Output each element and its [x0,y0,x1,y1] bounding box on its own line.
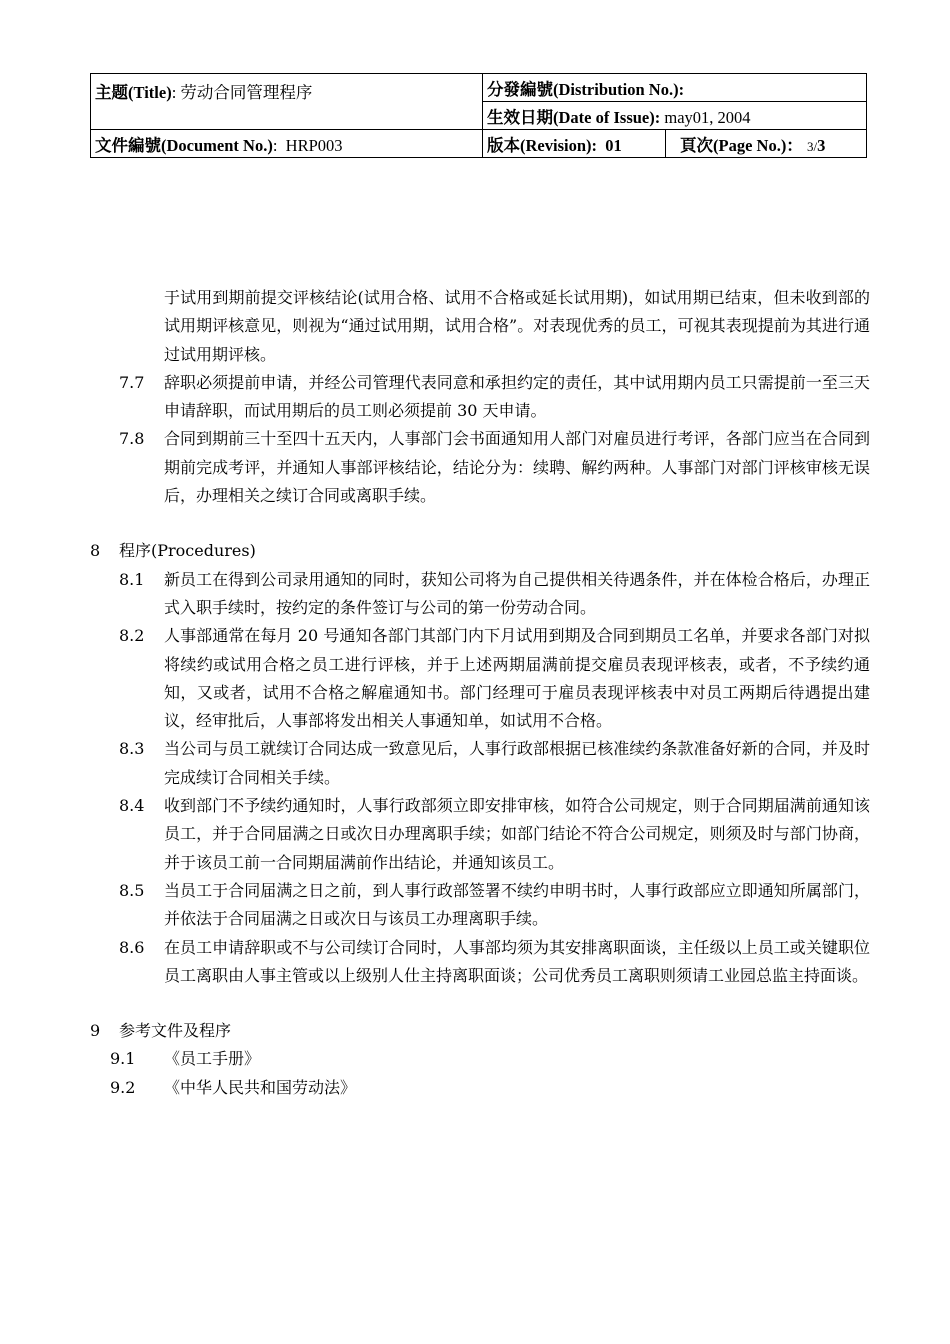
clause-text: 辞职必须提前申请，并经公司管理代表同意和承担约定的责任，其中试用期内员工只需提前一至三天申请辞职，而试用期后的员工则必须提前 30 天申请。 [164,372,870,421]
clause-7-8 [90,425,870,510]
reference-9-1 [90,1045,870,1073]
date-label: 生效日期(Date of Issue): [487,107,661,127]
clause-number: 8.1 [119,569,145,589]
clause-7-7 [90,369,870,426]
document-no-label: 文件編號(Document No.) [95,135,273,155]
clause-text: 人事部通常在每月 20 号通知各部门其部门内下月试用到期及合同到期员工名单，并要求各部门对拟将续约或试用合格之员工进行评核，并于上述两期届满前提交雇员表现评核表，或者，不予续约通知，又或者，试用不合格之解雇通知书。部门经理可于雇员表现评核表中对员工两期后待遇提出建议，经审批后，人事部将发出相关人事通知单，如试用不合格。 [164,626,870,731]
clause-text: 当公司与员工就续订合同达成一致意见后，人事行政部根据已核准续约条款准备好新的合同，并及时完成续订合同相关手续。 [164,739,870,787]
clause-number: 8.3 [119,739,145,759]
revision-label: 版本(Revision): [487,135,597,155]
document-no-value: HRP003 [285,135,343,155]
clause-text: 当员工于合同届满之日之前，到人事行政部签署不续约申明书时，人事行政部应立即通知所属部门，并依法于合同届满之日或次日与该员工办理离职手续。 [164,880,870,929]
section-title: 程序(Procedures) [119,541,256,561]
clause-number: 7.8 [119,429,145,449]
clause-8-2 [90,622,870,735]
clause-number: 8.6 [119,937,145,957]
clause-number: 8.5 [119,880,145,900]
distribution-cell [483,74,867,102]
revision-cell [483,130,666,158]
section-number: 8 [90,541,101,561]
reference-title: 《中华人民共和国劳动法》 [164,1077,357,1097]
page-current: 3/ [806,138,818,154]
title-cell: 主题(Title): 劳动合同管理程序 [91,74,483,130]
revision-value: 01 [605,135,622,155]
reference-title: 《员工手册》 [164,1049,261,1069]
document-header-table [90,73,867,158]
page-no-cell [666,130,867,158]
document-no-cell: 文件編號(Document No.): HRP003 [91,130,483,158]
reference-9-2 [90,1074,870,1102]
clause-8-6 [90,934,870,991]
section-title: 参考文件及程序 [119,1021,232,1041]
clause-text: 在员工申请辞职或不与公司续订合同时，人事部均须为其安排离职面谈，主任级以上员工或关键职位员工离职由人事主管或以上级别人仕主持离职面谈；公司优秀员工离职则须请工业园总监主持面谈。 [164,937,870,985]
document-body [90,284,870,1102]
clause-number: 8.2 [119,626,145,646]
clause-number: 7.7 [119,372,145,392]
clause-8-4 [90,792,870,877]
section-number: 9 [90,1021,101,1041]
clause-8-1 [90,566,870,623]
continuation-paragraph: 于试用到期前提交评核结论(试用合格、试用不合格或延长试用期)，如试用期已结束，但未收到部的试用期评核意见，则视为“通过试用期，试用合格”。对表现优秀的员工，可视其表现提前为其进行通过试用期评核。 [164,288,870,364]
page-no-label: 頁次(Page No.)： [680,135,803,155]
title-value: 劳动合同管理程序 [180,83,313,102]
page-total: 3 [817,135,826,155]
clause-text: 新员工在得到公司录用通知的同时，获知公司将为自己提供相关待遇条件，并在体检合格后，办理正式入职手续时，按约定的条件签订与公司的第一份劳动合同。 [164,569,870,617]
date-cell [483,102,867,130]
reference-number: 9.2 [110,1077,136,1097]
title-label: 主题(Title) [95,83,172,102]
reference-number: 9.1 [110,1049,136,1069]
section-9-heading [90,1017,870,1045]
clause-8-3 [90,735,870,792]
clause-8-5 [90,877,870,934]
date-value: may01, 2004 [664,107,751,127]
clause-text: 收到部门不予续约通知时，人事行政部须立即安排审核，如符合公司规定，则于合同期届满前通知该员工，并于合同届满之日或次日办理离职手续；如部门结论不符合公司规定，则须及时与部门协商，并于该员工前一合同期届满前作出结论，并通知该员工。 [164,796,870,872]
distribution-label: 分發編號(Distribution No.): [487,79,685,99]
section-8-heading [90,537,870,565]
clause-number: 8.4 [119,796,145,816]
clause-text: 合同到期前三十至四十五天内，人事部门会书面通知用人部门对雇员进行考评，各部门应当在合同到期前完成考评，并通知人事部评核结论，结论分为：续聘、解约两种。人事部门对部门评核审核无误后，办理相关之续订合同或离职手续。 [164,429,870,506]
